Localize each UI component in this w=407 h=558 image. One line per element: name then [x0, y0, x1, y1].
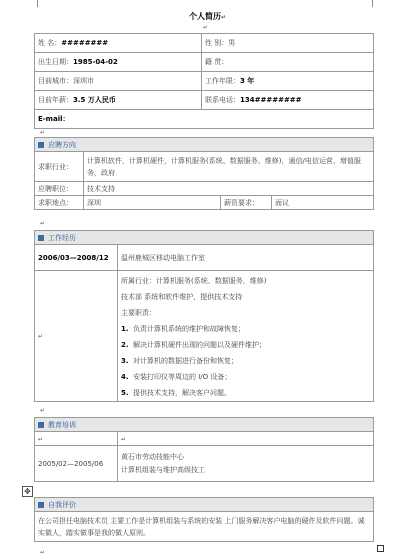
para-mark: ↵	[40, 407, 46, 414]
para-mark: ↵	[40, 129, 46, 136]
para-mark: ↵	[203, 24, 209, 31]
page-title: 个人简历↵	[189, 12, 227, 21]
edu-empty-cell: ↵	[35, 432, 118, 446]
origin-cell: 籍 贯：	[202, 53, 374, 72]
duty-item: 4. 安装打印仪等周边的 I/O 设备；	[121, 373, 232, 381]
email-cell: E-mail：	[35, 110, 374, 129]
salary-req-value: 面议	[272, 196, 374, 210]
salary-req-label: 薪资要求：	[221, 196, 272, 210]
basic-info-table	[34, 33, 374, 129]
table-resize-handle[interactable]	[377, 545, 384, 552]
duty-item: 2. 解决计算机硬件出现的问题以及硬件维护；	[121, 341, 266, 349]
work-section-header: 工作经历	[35, 231, 374, 245]
position-value: 技术支持	[84, 182, 374, 196]
duty-item: 1. 负责计算机系统的维护和故障恢复；	[121, 325, 245, 333]
para-mark: ↵	[40, 220, 46, 227]
section-bullet-icon	[38, 235, 44, 241]
work-period: 2006/03—2008/12	[35, 245, 118, 271]
self-evaluation-table	[34, 497, 374, 542]
location-value: 深圳	[84, 196, 221, 210]
industry-value: 计算机软件，计算机硬件，计算机服务(系统、数据服务、维修)，通信/电信运营、增值服务，政府	[84, 152, 374, 182]
edu-empty-cell: ↵	[118, 432, 374, 446]
self-eval-text: 在公司担任电脑技术员 主要工作是计算机组装与系统的安装 上门服务解决客户电脑的硬件及软件问题。诚实做人，踏实做事是我的做人原则。	[35, 512, 374, 542]
margin-corner-top-right	[372, 0, 373, 7]
margin-corner-top-left	[37, 0, 38, 7]
city-cell: 目前城市：深圳市	[35, 72, 202, 91]
edu-details	[118, 446, 374, 482]
work-dept: 技术部 系统和软件维护，提供技术支持	[121, 293, 243, 301]
para-mark: ↵	[40, 549, 46, 556]
edu-school: 黄石市劳动技能中心	[121, 452, 184, 461]
section-bullet-icon	[38, 502, 44, 508]
duties-label: 主要职责：	[121, 309, 156, 317]
section-bullet-icon	[38, 142, 44, 148]
table-move-handle-icon[interactable]: ✥	[22, 486, 33, 497]
duty-item: 5. 提供技术支持，解决客户问题。	[121, 389, 231, 397]
location-label: 求职地点：	[35, 196, 84, 210]
education-table	[34, 417, 374, 482]
edu-period: 2005/02—2005/06	[35, 446, 118, 482]
industry-label: 求职行业：	[35, 152, 84, 182]
work-industry: 所属行业：计算机服务(系统、数据服务，维修)	[121, 277, 267, 285]
work-details	[118, 271, 374, 402]
edu-section-header: 教育培训	[35, 418, 374, 432]
duty-item: 3. 对计算机的数据进行备份和恢复；	[121, 357, 238, 365]
position-label: 应聘职位：	[35, 182, 84, 196]
experience-cell: 工作年限：3 年	[202, 72, 374, 91]
job-intent-table	[34, 137, 374, 210]
work-experience-table	[34, 230, 374, 402]
name-cell: 姓 名：########	[35, 34, 202, 53]
edu-course: 计算机组装与维护高级技工	[121, 465, 205, 474]
work-company: 温州鹿城区移动电脑工作室	[118, 245, 374, 271]
gender-cell: 性 别：男	[202, 34, 374, 53]
birth-cell: 出生日期：1985-04-02	[35, 53, 202, 72]
self-eval-section-header: 自我评价	[35, 498, 374, 512]
phone-cell: 联系电话：134########	[202, 91, 374, 110]
section-bullet-icon	[38, 422, 44, 428]
work-left-empty: ↵	[35, 271, 118, 402]
salary-cell: 目前年薪：3.5 万人民币	[35, 91, 202, 110]
intent-section-header: 应聘方向	[35, 138, 374, 152]
